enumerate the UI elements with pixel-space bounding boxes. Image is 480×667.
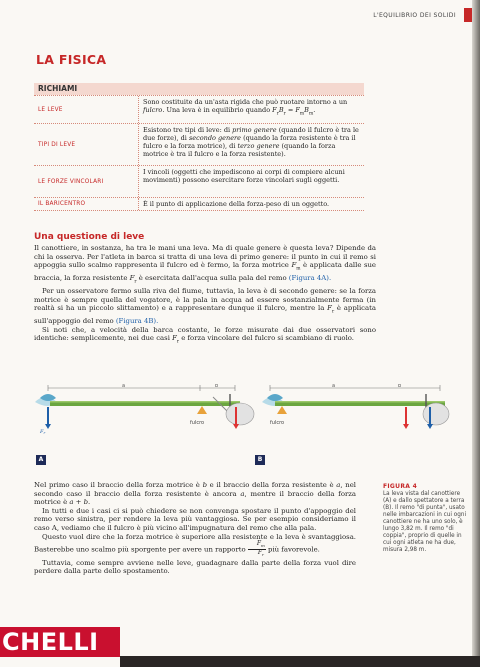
richiami-row xyxy=(34,95,364,123)
paragraph: Per un osservatore fermo sulla riva del fiume, tuttavia, la leva è di secondo genere: se la forza motrice è sempre quella del vogatore, è la pala in acqua ad essere sostanzialmente ferma (in realtà si ha un piccolo slittamento) e a rappresentare dunque il fulcro, mentre la $F_r$ è applicata sull'appoggio del remo (Figura 4B). xyxy=(34,287,376,326)
fulcrum-icon xyxy=(277,406,287,414)
paragraph: Tuttavia, come sempre avviene nelle leve, guadagnare dalla parte della forza vuol dire perdere dalla parte dello spostamento. xyxy=(34,558,356,576)
richiami-definition: I vincoli (oggetti che impediscono ai corpi di compiere alcuni movimenti) possono esercitare forze vincolari sugli oggetti. xyxy=(138,166,364,197)
panel-a xyxy=(35,384,254,435)
figure-caption xyxy=(383,483,467,554)
richiami-term: LE LEVE xyxy=(38,106,63,113)
figure-ref[interactable]: (Figura 4A). xyxy=(288,274,332,283)
hand-icon xyxy=(423,403,449,425)
paragraph: Si noti che, a velocità della barca costante, le forze misurate dai due osservatori sono identiche: semplicemente, nei due casi $F_r$ e forza vincolare del fulcro si scambiano di ruolo. xyxy=(34,325,376,345)
fulcro-label-b: fulcro xyxy=(270,420,285,426)
lever-figure xyxy=(30,384,450,474)
fulcrum-icon xyxy=(197,406,207,414)
running-head: L'EQUILIBRIO DEI SOLIDI xyxy=(373,12,456,19)
richiami-row xyxy=(34,123,364,165)
bottom-bar xyxy=(120,656,480,667)
fulcro-label-a: fulcro xyxy=(190,420,205,426)
hand-icon xyxy=(226,403,254,425)
richiami-row xyxy=(34,197,364,211)
figure-label-b: B xyxy=(255,455,265,465)
question-title: Una questione di leve xyxy=(34,232,145,242)
richiami-row xyxy=(34,165,364,197)
dim-b-label-b: b xyxy=(398,384,402,389)
publisher-brand: CHELLI xyxy=(0,627,120,657)
chapter-tab-marker xyxy=(464,8,472,22)
dim-a-label-b: a xyxy=(332,384,336,389)
dim-a-label: a xyxy=(122,384,126,389)
figure-ref[interactable]: (Figura 4B). xyxy=(115,317,159,326)
richiami-definition: Esistono tre tipi di leve: di primo genere (quando il fulcro è tra le due forze), di secondo genere (quando la forza resistente è tra il fulcro e la forza motrice), di terzo genere (quando la forza motrice è tra il fulcro e la forza resistente). xyxy=(138,124,364,165)
dim-b-label: b xyxy=(215,384,219,389)
richiami-term: LE FORZE VINCOLARI xyxy=(38,178,104,185)
caption-title: FIGURA 4 xyxy=(383,483,418,490)
svg-text:Fr: $F_r$ xyxy=(40,429,46,435)
paragraph: Nel primo caso il braccio della forza motrice è b e il braccio della forza resistente è a, nel secondo caso il braccio della forza resistente è ancora a, mentre il braccio della forza motrice è a + b. xyxy=(34,481,356,507)
figure-label-a: A xyxy=(36,455,46,465)
richiami-definition: Sono costituite da un'asta rigida che può ruotare intorno a un fulcro. Una leva è in equilibrio quando $F_rB_r = F_mB_m$. xyxy=(138,96,364,123)
page-edge-shadow xyxy=(472,0,480,667)
section-title: LA FISICA xyxy=(36,52,107,67)
paragraph-part: Questo vuol dire che la forza motrice è superiore alla resistente e la leva è svantaggiosa. Basterebbe uno scalmo più sporgente per avere un rapporto xyxy=(34,532,356,554)
paragraph-part: più favorevole. xyxy=(268,545,320,554)
richiami-term: TIPI DI LEVE xyxy=(38,141,76,148)
force-ratio: $\frac{F_m}{F_r}$ xyxy=(248,541,266,558)
richiami-definition: È il punto di applicazione della forza-peso di un oggetto. xyxy=(138,198,364,210)
paragraph: In tutti e due i casi ci si può chiedere se non convenga spostare il punto d'appoggio del remo verso sinistra, per rendere la leva più vantaggiosa. Se per esempio consideriamo il caso A, vediamo che il fulcro è più vicino all'impugnatura del remo che alla pala. xyxy=(34,506,356,532)
paragraph: Il canottiere, in sostanza, ha tra le mani una leva. Ma di quale genere è questa leva? Dipende da chi la osserva. Per l'atleta in barca si tratta di una leva di primo genere: il punto in cui il remo si appoggia sullo scalmo rappresenta il fulcro ed è fermo, la forza motrice $F_m$ è applicata dalle sue braccia, la forza resistente $F_r$ è esercitata dall'acqua sulla pala del remo (Figura 4A). xyxy=(34,244,377,285)
question-body xyxy=(34,244,376,347)
figure-illustration xyxy=(30,384,450,474)
richiami-term: IL BARICENTRO xyxy=(38,201,86,207)
panel-b xyxy=(262,384,449,429)
lower-body xyxy=(34,481,356,576)
caption-text: La leva vista dal canottiere (A) e dallo spettatore a terra (B). Il remo "di punta", usato nelle imbarcazioni in cui ogni canottiere ne ha uno solo, è lungo 3,82 m. Il remo "di coppia", proprio di quelle in cui ogni atleta ne ha due, misura 2,98 m. xyxy=(383,491,467,553)
paragraph xyxy=(34,533,356,559)
richiami-heading: RICHIAMI xyxy=(34,83,364,95)
